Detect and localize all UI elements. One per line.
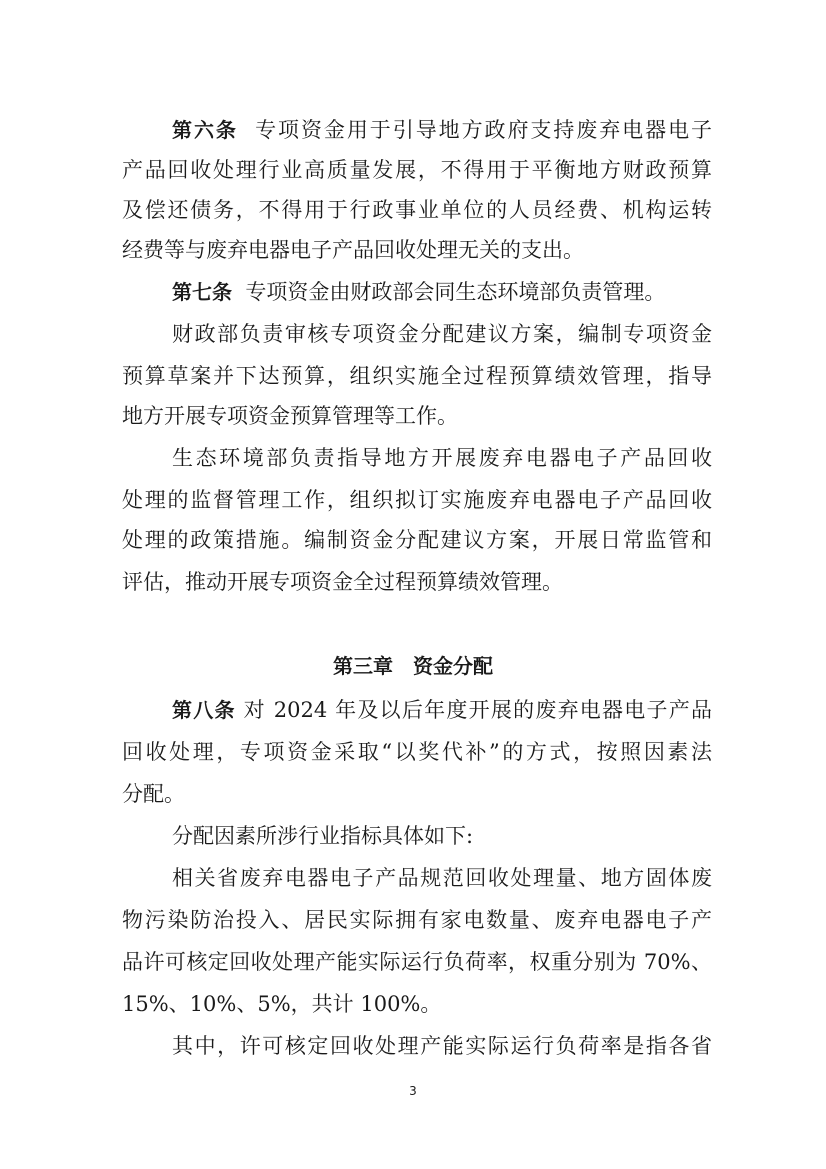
env-line-2: 处理的监督管理工作，组织拟订实施废弃电器电子产品回收 <box>122 488 712 512</box>
article6-line-2: 产品回收处理行业高质量发展，不得用于平衡地方财政预算 <box>122 158 712 182</box>
article6-line-4: 经费等与废弃电器电子产品回收处理无关的支出。 <box>122 238 584 262</box>
factors-line-2: 物污染防治投入、居民实际拥有家电数量、废弃电器电子产 <box>122 908 712 932</box>
article8-text-1: 对 2024 年及以后年度开展的废弃电器电子产品 <box>243 698 712 722</box>
article7-label: 第七条 <box>172 280 232 304</box>
chapter-heading: 第三章 资金分配 <box>333 654 493 678</box>
article6-line-1 <box>172 112 712 148</box>
article6-text-1: 专项资金用于引导地方政府支持废弃电器电子 <box>255 118 712 142</box>
article7-text: 专项资金由财政部会同生态环境部负责管理。 <box>245 280 666 304</box>
finance-line-1: 财政部负责审核专项资金分配建议方案，编制专项资金 <box>172 322 712 346</box>
factors-intro-line: 分配因素所涉行业指标具体如下: <box>172 824 474 848</box>
env-line-1: 生态环境部负责指导地方开展废弃电器电子产品回收 <box>172 446 712 470</box>
article8-label: 第八条 <box>172 698 236 722</box>
load-rate-line-1: 其中，许可核定回收处理产能实际运行负荷率是指各省 <box>172 1034 712 1058</box>
article8-line-1 <box>172 692 712 728</box>
finance-line-2: 预算草案并下达预算，组织实施全过程预算绩效管理，指导 <box>122 364 712 388</box>
article7-line <box>172 274 712 310</box>
article8-line-2: 回收处理，专项资金采取“以奖代补”的方式，按照因素法 <box>122 740 712 764</box>
factors-line-4: 15%、10%、5%，共计 100%。 <box>122 992 442 1016</box>
factors-line-3: 品许可核定回收处理产能实际运行负荷率，权重分别为 70%、 <box>122 950 712 974</box>
article6-label: 第六条 <box>172 118 238 142</box>
factors-line-1: 相关省废弃电器电子产品规范回收处理量、地方固体废 <box>172 866 712 890</box>
env-line-3: 处理的政策措施。编制资金分配建议方案，开展日常监管和 <box>122 528 712 552</box>
article8-line-3: 分配。 <box>122 782 185 806</box>
env-line-4: 评估，推动开展专项资金全过程预算绩效管理。 <box>122 570 563 594</box>
article6-line-3: 及偿还债务，不得用于行政事业单位的人员经费、机构运转 <box>122 198 712 222</box>
page-number: 3 <box>409 1084 417 1098</box>
finance-line-3: 地方开展专项资金预算管理等工作。 <box>122 404 458 428</box>
